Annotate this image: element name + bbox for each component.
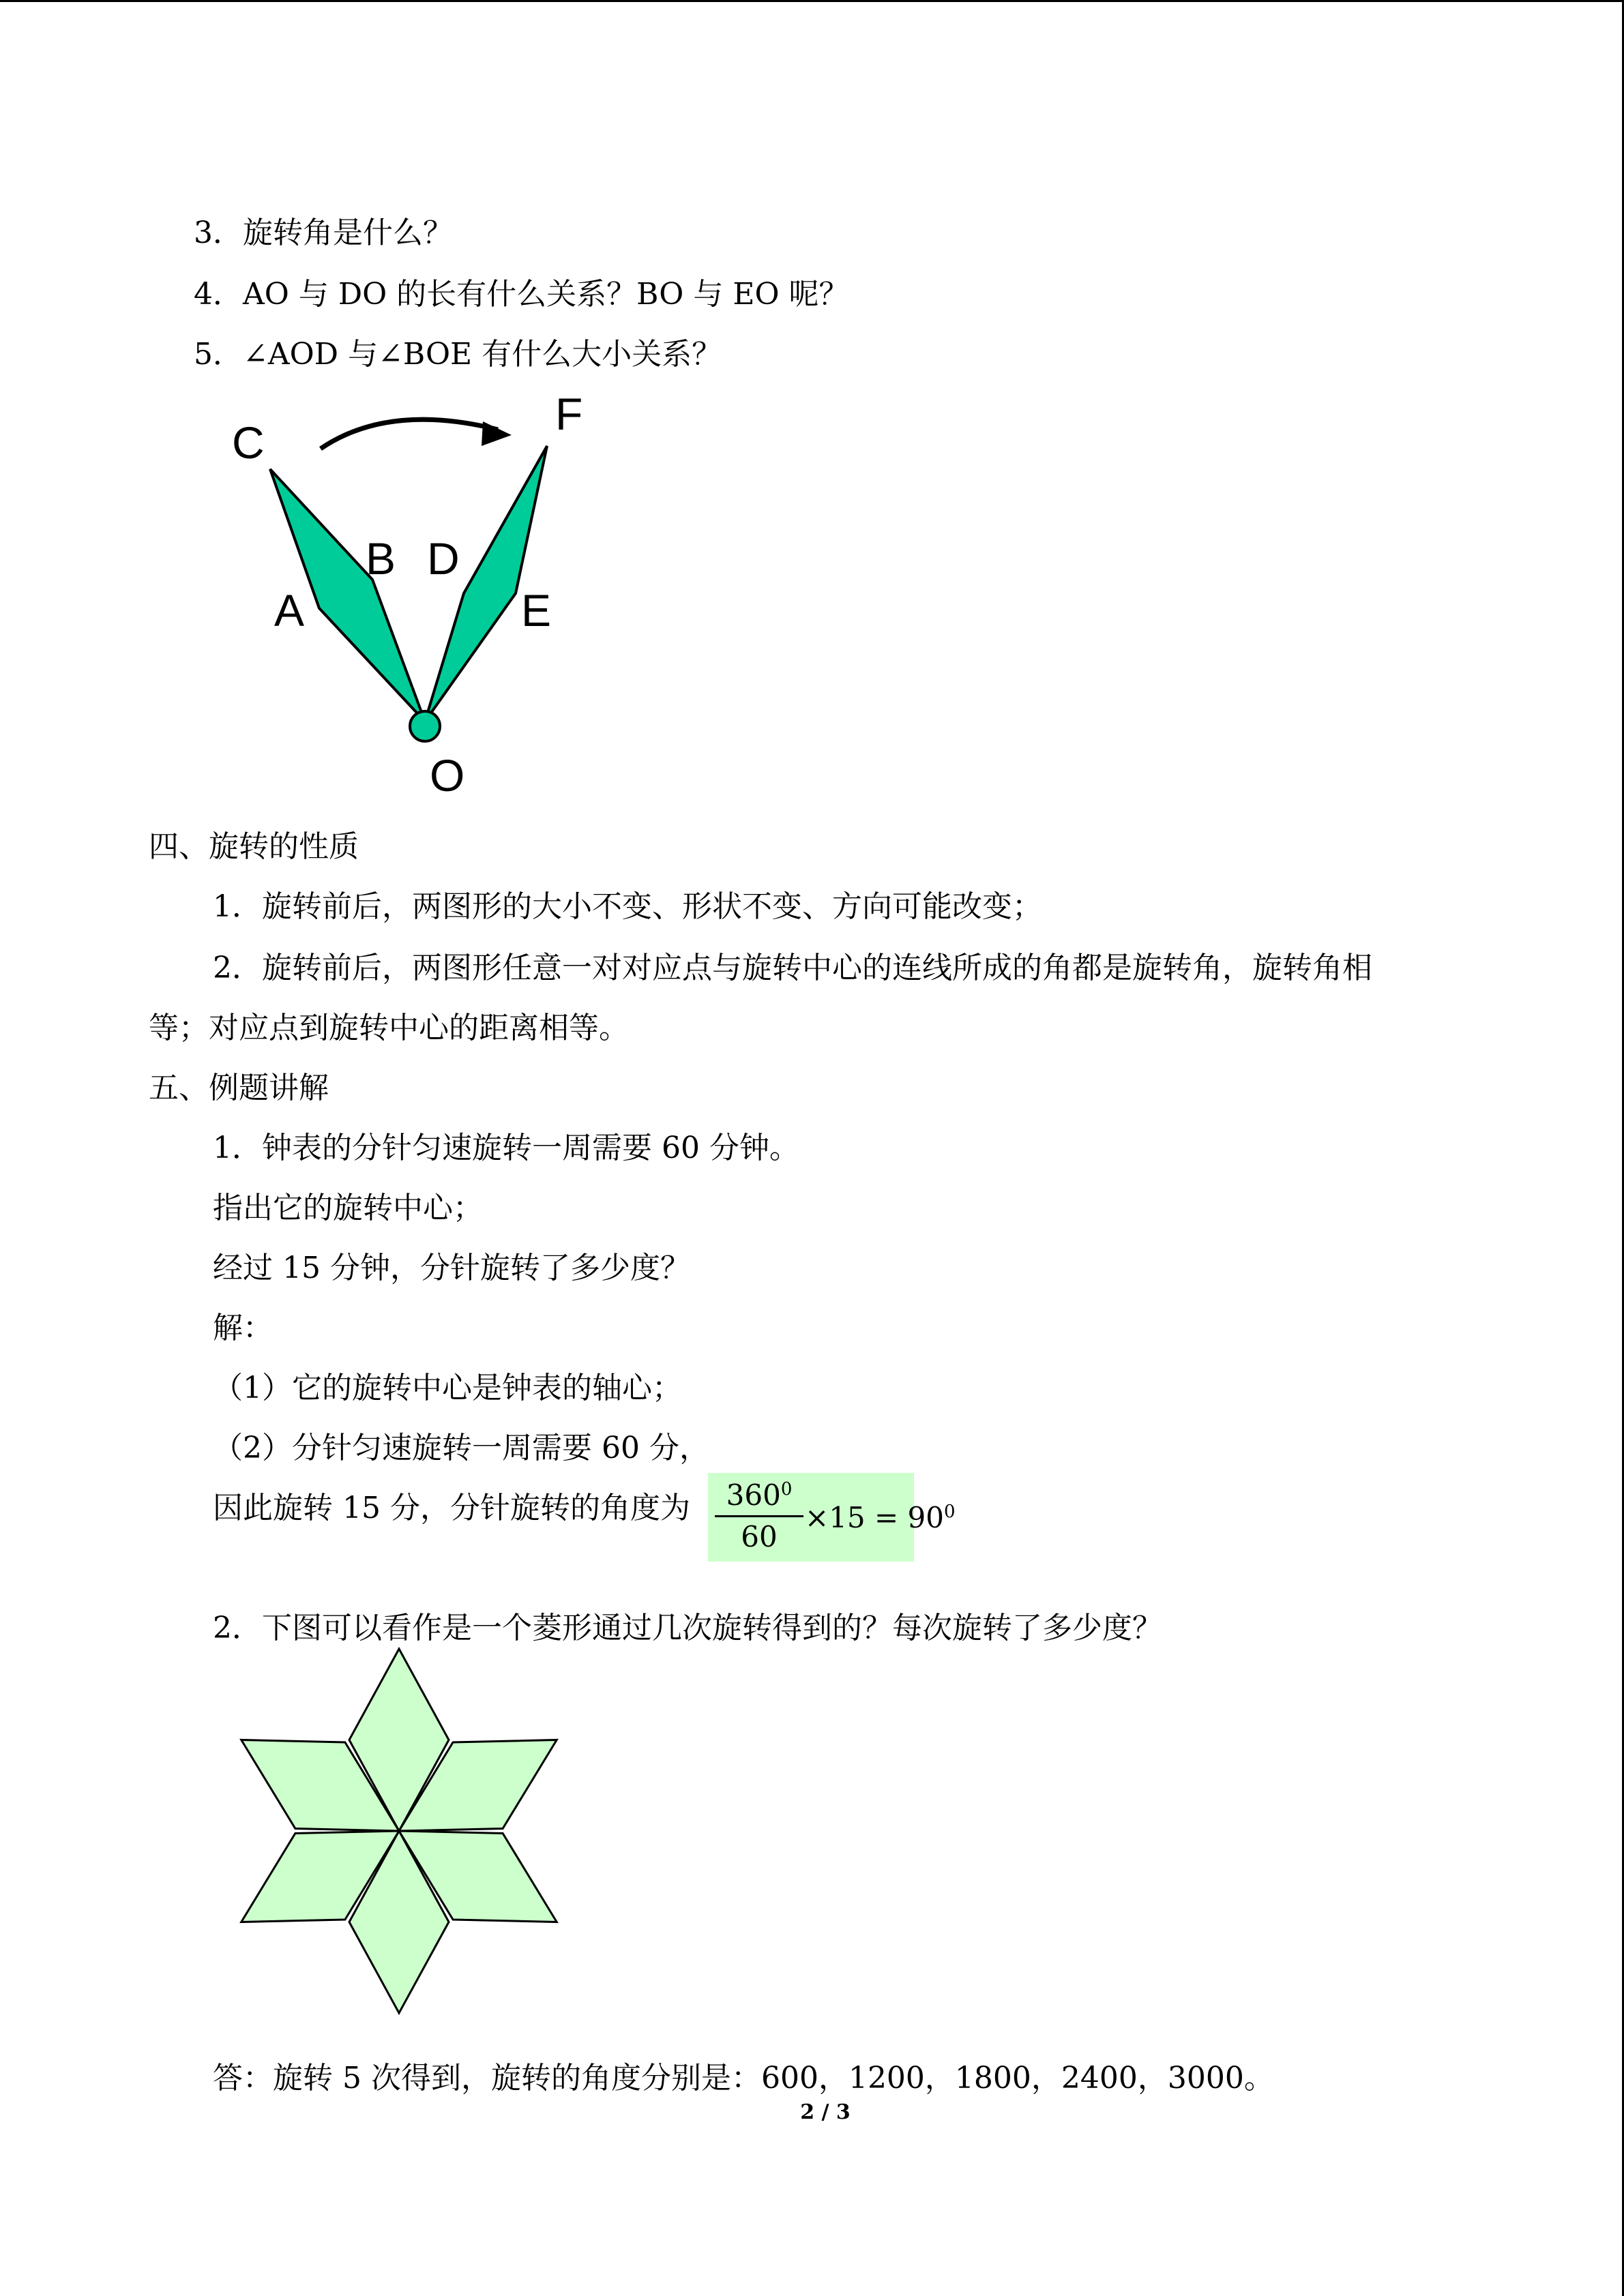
section-4-property-2-line-1: 2．旋转前后，两图形任意一对对应点与旋转中心的连线所成的角都是旋转角，旋转角相 — [213, 951, 1372, 985]
example-2-answer: 答：旋转 5 次得到，旋转的角度分别是：600，1200，1800，2400，3000。 — [213, 2061, 1274, 2096]
label-d: D — [427, 533, 460, 584]
rotation-arrow-head — [482, 421, 512, 446]
question-3: 3．旋转角是什么？ — [194, 215, 453, 250]
label-a: A — [274, 585, 305, 636]
label-e: E — [521, 585, 552, 636]
example-1-part-b: 经过 15 分钟，分针旋转了多少度？ — [213, 1251, 690, 1285]
rhombus-group — [225, 1649, 573, 2013]
rotated-shape — [425, 446, 547, 721]
formula-rest: $\times 15 = 90^0$ — [805, 1501, 956, 1534]
rotation-center-point — [410, 711, 440, 741]
section-4-property-2-line-2: 等；对应点到旋转中心的距离相等。 — [149, 1011, 629, 1045]
formula-box — [708, 1473, 956, 1562]
section-4-heading: 四、旋转的性质 — [149, 829, 359, 864]
question-5: 5．∠AOD 与∠BOE 有什么大小关系？ — [194, 337, 722, 372]
label-b: B — [366, 533, 396, 584]
rhombus-star-figure — [225, 1643, 573, 2018]
example-1-part-a: 指出它的旋转中心； — [213, 1191, 483, 1225]
answer-1: （1）它的旋转中心是钟表的轴心； — [213, 1371, 682, 1405]
solution-label: 解： — [213, 1311, 273, 1345]
example-1-statement: 1．钟表的分针匀速旋转一周需要 60 分钟。 — [213, 1131, 799, 1165]
fraction-bar — [715, 1515, 803, 1517]
page-number: 2 / 3 — [800, 2100, 851, 2124]
label-c: C — [232, 417, 265, 468]
answer-3-prefix: 因此旋转 15 分，分针旋转的角度为 — [213, 1491, 690, 1525]
fraction-denominator: 60 — [741, 1520, 778, 1553]
rotation-arrow-arc — [321, 419, 498, 449]
answer-2: （2）分针匀速旋转一周需要 60 分， — [213, 1431, 709, 1465]
top-border — [0, 0, 1624, 2]
section-4-property-1: 1．旋转前后，两图形的大小不变、形状不变、方向可能改变； — [213, 889, 1042, 924]
fraction — [715, 1478, 803, 1554]
label-o: O — [430, 750, 465, 798]
question-4: 4．AO 与 DO 的长有什么关系？BO 与 EO 呢？ — [194, 277, 849, 312]
label-f: F — [555, 396, 583, 439]
example-2-statement: 2．下图可以看作是一个菱形通过几次旋转得到的？每次旋转了多少度？ — [213, 1611, 1162, 1645]
section-5-heading: 五、例题讲解 — [149, 1071, 329, 1105]
fraction-numerator: $360^0$ — [726, 1478, 793, 1512]
rotation-figure — [218, 396, 600, 798]
